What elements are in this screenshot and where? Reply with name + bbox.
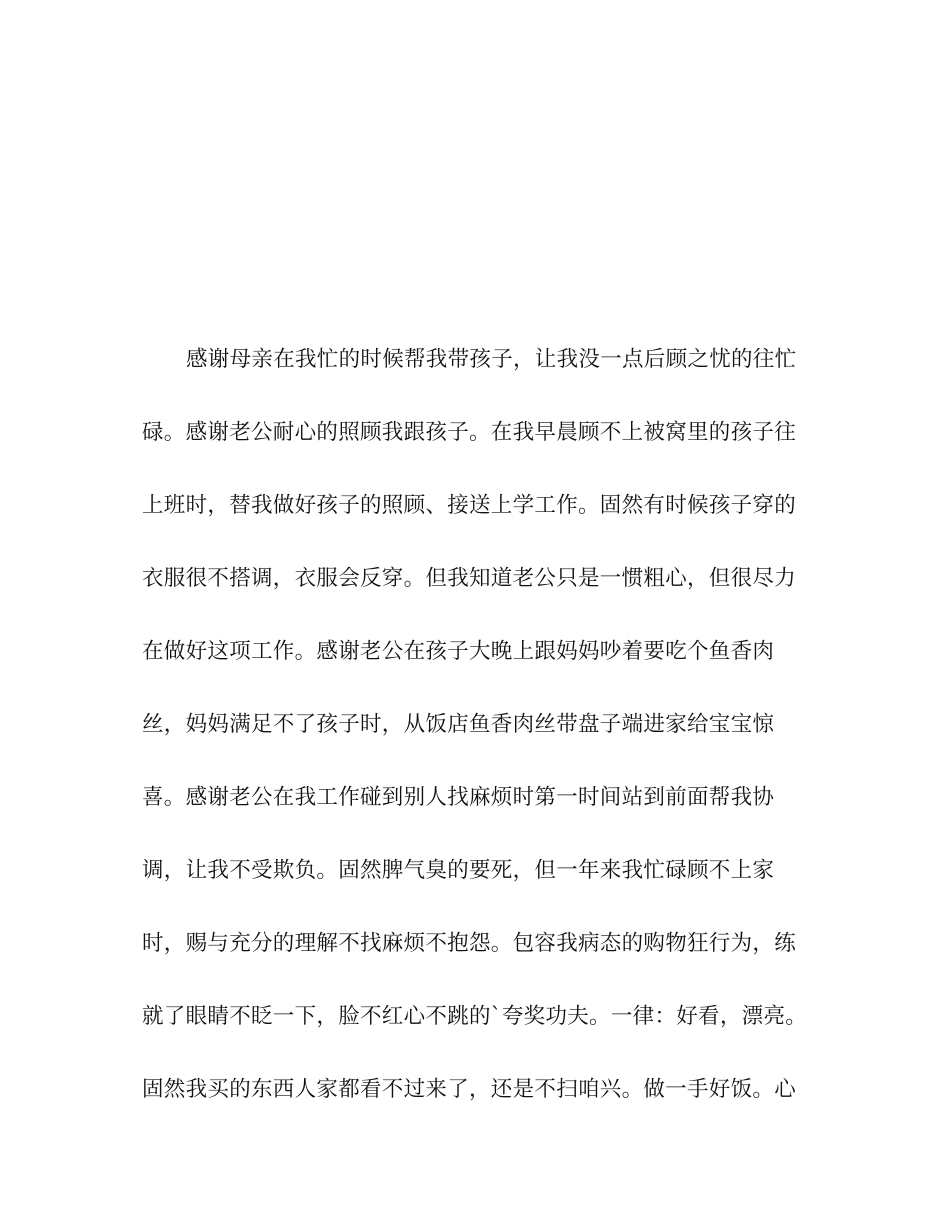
text-line: 在做好这项工作。感谢老公在孩子大晚上跟妈妈吵着要吃个鱼香肉: [142, 639, 775, 664]
text-line: 衣服很不搭调，衣服会反穿。但我知道老公只是一惯粗心，但很尽力: [142, 566, 797, 591]
text-line: 丝，妈妈满足不了孩子时，从饭店鱼香肉丝带盘子端进家给宝宝惊: [142, 712, 775, 737]
text-line: 碌。感谢老公耐心的照顾我跟孩子。在我早晨顾不上被窝里的孩子往: [142, 420, 797, 445]
text-line: 时，赐与充分的理解不找麻烦不抱怨。包容我病态的购物狂行为，练: [142, 931, 797, 956]
text-line: 上班时，替我做好孩子的照顾、接送上学工作。固然有时候孩子穿的: [142, 493, 797, 518]
body-paragraph: [142, 340, 808, 1143]
text-line: 感谢母亲在我忙的时候帮我带孩子，让我没一点后顾之忧的往忙: [186, 347, 797, 372]
text-line: 调，让我不受欺负。固然脾气臭的要死，但一年来我忙碌顾不上家: [142, 858, 775, 883]
text-line: 就了眼睛不眨一下，脸不红心不跳的`夸奖功夫。一律：好看，漂亮。: [142, 1004, 808, 1029]
text-line: 固然我买的东西人家都看不过来了，还是不扫咱兴。做一手好饭。心: [142, 1077, 797, 1102]
text-line: 喜。感谢老公在我工作碰到别人找麻烦时第一时间站到前面帮我协: [142, 785, 775, 810]
